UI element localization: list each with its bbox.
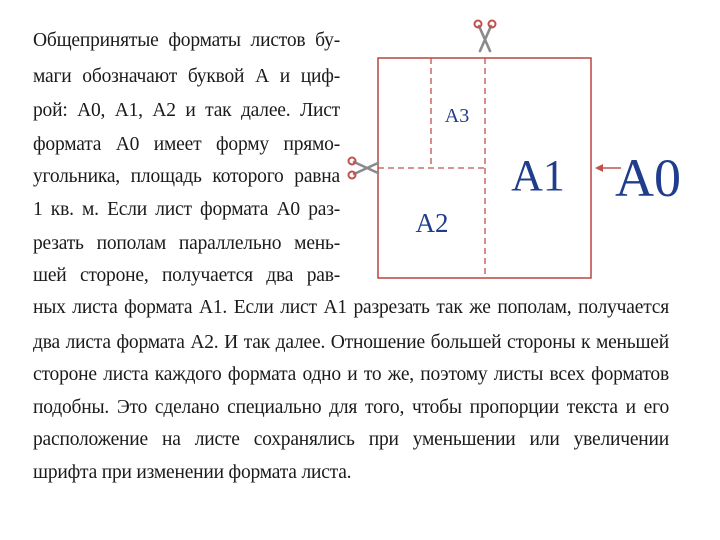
paragraph-line: стороне листа каждого формата одно и то же, поэтому листы всех форматов [33, 364, 669, 385]
paragraph-line: угольника, площадь которого равна [33, 166, 340, 187]
paragraph-line: рой: А0, А1, А2 и так далее. Лист [33, 100, 340, 121]
label-a3: А3 [444, 105, 470, 127]
paragraph-line: шей стороне, получается два рав- [33, 265, 340, 286]
paragraph-line: маги обозначают буквой А и циф- [33, 66, 340, 87]
paragraph-line: расположение на листе сохранялись при уменьшении или увеличении [33, 429, 669, 450]
label-a1: А1 [511, 151, 565, 200]
paragraph-line: формата А0 имеет форму прямо- [33, 134, 340, 155]
paragraph-line: шрифта при изменении формата листа. [33, 462, 352, 483]
label-a2: А2 [415, 208, 449, 238]
paragraph-line: два листа формата А2. И так далее. Отношение большей стороны к меньшей [33, 332, 669, 353]
paragraph-line: Общепринятые форматы листов бу- [33, 30, 340, 51]
label-a0: А0 [615, 148, 681, 208]
paragraph-line: резать пополам параллельно мень- [33, 233, 340, 254]
paragraph-line: подобны. Это сделано специально для того, чтобы пропорции текста и его [33, 397, 669, 418]
scissors-icon-top [475, 21, 496, 52]
scissors-icon-left [349, 158, 379, 179]
paper-format-diagram [345, 10, 685, 285]
paragraph-line: ных листа формата А1. Если лист А1 разрезать так же пополам, получается [33, 297, 669, 318]
paragraph-line: 1 кв. м. Если лист формата А0 раз- [33, 199, 340, 220]
